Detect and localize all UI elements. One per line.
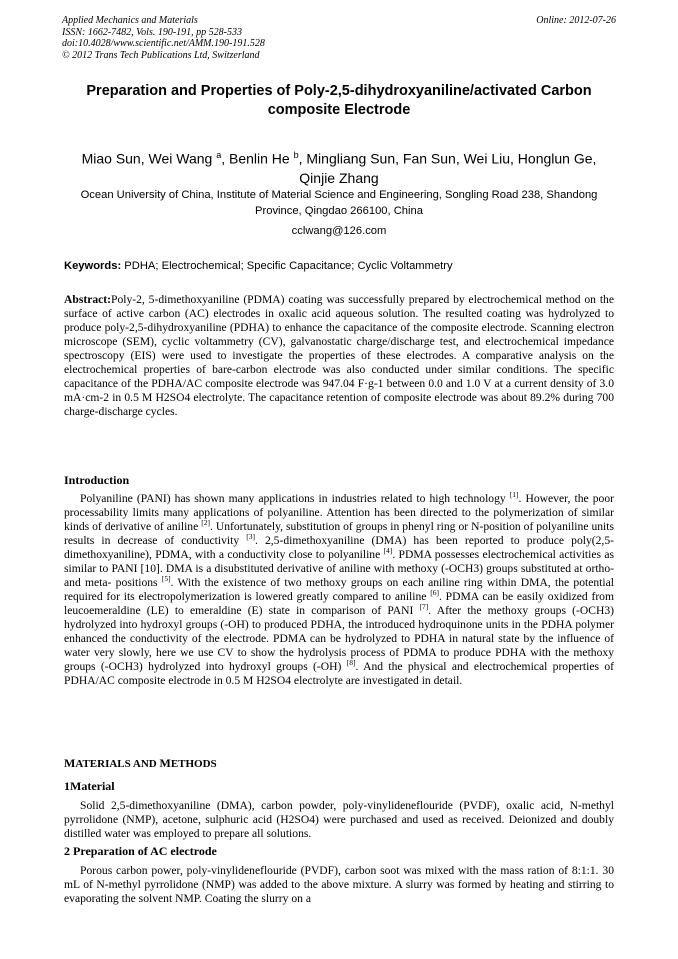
intro-text: . PDMA can be easily oxidized from leucoemeraldine (LE) to emeraldine (E) state in comparison of PANI	[64, 590, 614, 617]
abstract-text: Poly-2, 5-dimethoxyaniline (PDMA) coating was successfully prepared by electrochemical method on the surface of active carbon (AC) electrodes in oxalic acid aqueous solution. The resulted coating was hydrolyzed to produce poly-2,5-dihydroxyaniline (PDHA) to enhance the capacitance of the composite electrode. Scanning electron microscope (SEM), cyclic voltammetry (CV), galvanostatic charge/discharge test, and electrochemical impedance spectroscopy (EIS) were used to investigate the properties of these electrodes. A comparative analysis on the electrochemical properties of bare-carbon electrode was also conducted under similar conditions. The specific capacitance of the PDHA/AC composite electrode was 947.04 F·g-1 between 0.0 and 1.0 V at a current density of 3.0 mA·cm-2 in 0.5 M H2SO4 electrolyte. The capacitance retention of composite electrode was about 89.2% during 700 charge-discharge cycles.	[64, 293, 614, 418]
citation-ref[interactable]: [8]	[346, 658, 356, 668]
subsection-electrode-heading: 2 Preparation of AC electrode	[64, 844, 217, 858]
citation-ref[interactable]: [5]	[161, 574, 171, 584]
intro-text: . After the methoxy groups (-OCH3) hydrolyzed into hydroxyl groups (-OH) to produced PDHA, the introduced hydroquinone units in the PDHA polymer enhanced the conductivity of the electrode. PDMA can be hydrolyzed to PDHA in natural state by the influence of water very slowly, here we use CV to show the hydrolysis process of PDMA to produce PDHA with the methoxy groups (-OCH3) hydrolyzed into hydroxyl groups (-OH)	[64, 604, 614, 673]
affiliation: Ocean University of China, Institute of Material Science and Engineering, Songling Road 238, Shandong Province, Qingdao 266100, China	[80, 189, 598, 217]
intro-text: . 2,5-dimethoxyaniline (DMA) has been reported to produce poly(2,5-dimethoxyaniline), PDMA, with a conductivity close to polyaniline	[64, 534, 614, 561]
intro-text: . And the physical and electrochemical properties of PDHA/AC composite electrode in 0.5 M H2SO4 electrolyte are investigated in detail.	[64, 660, 615, 687]
introduction-heading: Introduction	[64, 473, 130, 487]
intro-text: . With the existence of two methoxy groups on each aniline ring within DMA, the potential required for its electropolymerization is lowered greatly compared to aniline	[64, 576, 614, 603]
abstract	[64, 293, 614, 419]
copyright-line: © 2012 Trans Tech Publications Ltd, Switzerland	[62, 49, 260, 61]
keywords	[64, 259, 614, 273]
heading-text: ETHODS	[170, 758, 217, 770]
abstract-label: Abstract:	[64, 293, 112, 306]
citation-ref[interactable]: [7]	[419, 602, 429, 612]
intro-text: . However, the poor processability limits many applications of polyaniline. Attention has been directed to the polymerization of similar kinds of derivative of aniline	[64, 492, 614, 533]
journal-header	[62, 15, 616, 61]
journal-name: Applied Mechanics and Materials	[62, 15, 198, 26]
paper-title: Preparation and Properties of Poly-2,5-dihydroxyaniline/activated Carbon composite Electrode	[86, 83, 592, 118]
citation-ref[interactable]: [4]	[383, 546, 393, 556]
methods-heading	[64, 756, 217, 771]
author-list	[64, 146, 614, 188]
heading-text: ATERIALS AND	[75, 758, 160, 770]
authors-part-1: Miao Sun, Wei Wang	[81, 150, 217, 167]
heading-initial: M	[159, 756, 171, 770]
issn-line: ISSN: 1662-7482, Vols. 190-191, pp 528-533	[62, 26, 242, 38]
intro-text: Polyaniline (PANI) has shown many applications in industries related to high technology	[80, 492, 510, 505]
author-sup-a: a	[216, 150, 222, 160]
doi-line[interactable]: doi:10.4028/www.scientific.net/AMM.190-191.528	[62, 38, 265, 49]
citation-ref[interactable]: [3]	[246, 532, 255, 542]
authors-part-2: , Benlin He	[221, 150, 294, 167]
citation-ref[interactable]: [2]	[201, 518, 210, 528]
intro-text: . PDMA possesses electrochemical activities as similar to PANI [10]. DMA is a disubstituted derivative of aniline with methoxy (-OCH3) groups substituted at ortho- and meta- positions	[64, 548, 614, 589]
electrode-paragraph: Porous carbon power, poly-vinylideneflouride (PVDF), carbon soot was mixed with the mass ration of 8:1:1. 30 mL of N-methyl pyrrolidone (NMP) was added to the above mixture. A slurry was formed by heating and stirring to evaporating the solvent NMP. Coating the slurry on a	[64, 864, 614, 905]
keywords-text: PDHA; Electrochemical; Specific Capacitance; Cyclic Voltammetry	[121, 260, 453, 272]
material-paragraph: Solid 2,5-dimethoxyaniline (DMA), carbon powder, poly-vinylideneflouride (PVDF), oxalic acid, N-methyl pyrrolidone (NMP), acetone, sulphuric acid (H2SO4) were purchased and used as received. Deionized and doubly distilled water was employed to prepare all solutions.	[64, 799, 614, 840]
authors-part-3: , Mingliang Sun, Fan Sun, Wei Liu, Honglun Ge, Qinjie Zhang	[298, 150, 597, 186]
keywords-label: Keywords:	[64, 260, 122, 272]
heading-initial: M	[64, 756, 76, 770]
citation-ref[interactable]: [6]	[430, 588, 439, 598]
online-date: Online: 2012-07-26	[536, 15, 616, 26]
email-address[interactable]: cclwang@126.com	[291, 225, 387, 237]
subsection-material-heading: 1Material	[64, 779, 115, 793]
author-sup-b: b	[293, 150, 299, 160]
intro-text: . Unfortunately, substitution of groups in phenyl ring or N-position of polyaniline units results in decrease of conductivity	[64, 520, 614, 547]
citation-ref[interactable]: [1]	[509, 490, 519, 500]
introduction-paragraph	[64, 492, 614, 688]
